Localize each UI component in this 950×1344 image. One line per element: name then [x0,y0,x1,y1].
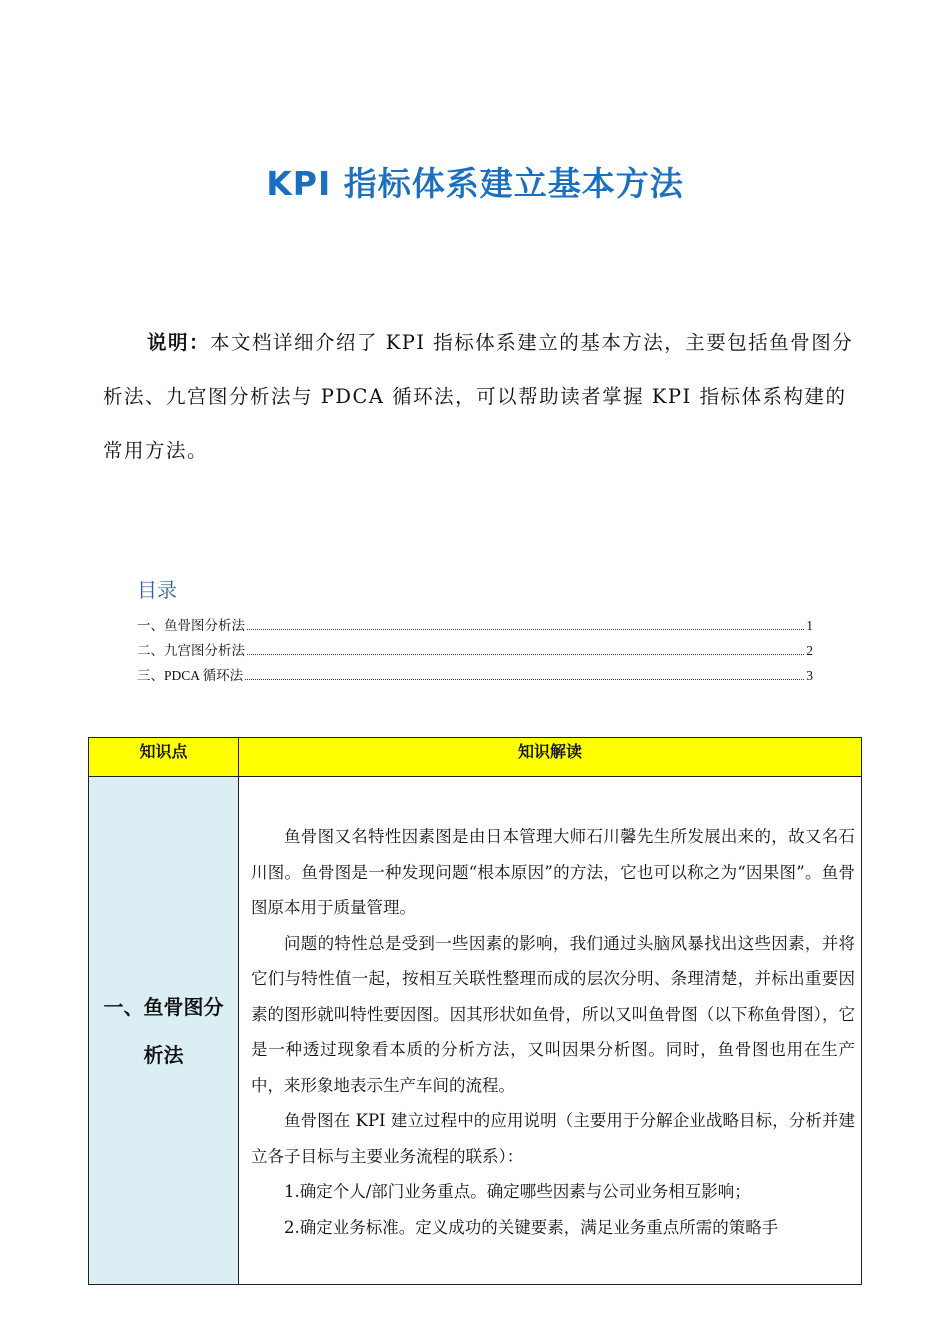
intro-text: 本文档详细介绍了 KPI 指标体系建立的基本方法，主要包括鱼骨图分析法、九宫图分析法与 PDCA 循环法，可以帮助读者掌握 KPI 指标体系构建的常用方法。 [103,331,854,462]
knowledge-table [88,737,862,1285]
toc-item-page: 2 [806,643,813,658]
paragraph: 鱼骨图在 KPI 建立过程中的应用说明（主要用于分解企业战略目标，分析并建立各子目标与主要业务流程的联系）： [251,1111,855,1166]
table-row [89,777,862,1285]
topic-cell [89,777,239,1285]
toc-item-label: 一、鱼骨图分析法 [137,618,245,633]
intro-label: 说明： [147,331,211,354]
paragraph: 1.确定个人/部门业务重点。确定哪些因素与公司业务相互影响； [284,1182,751,1201]
toc-item[interactable] [137,664,813,689]
toc-leader [247,654,804,655]
toc-leader [247,629,804,630]
toc-item[interactable] [137,614,813,639]
table-header-row [89,738,862,777]
header-explanation: 知识解读 [239,738,862,777]
header-topic: 知识点 [89,738,239,777]
toc-leader [245,679,804,680]
toc-item-label: 三、PDCA 循环法 [137,668,244,683]
paragraph: 问题的特性总是受到一些因素的影响，我们通过头脑风暴找出这些因素，并将它们与特性值一起，按相互关联性整理而成的层次分明、条理清楚，并标出重要因素的图形就叫特性要因图。因其形状如鱼骨，所以又叫鱼骨图（以下称鱼骨图），它是一种透过现象看本质的分析方法，又叫因果分析图。同时，鱼骨图也用在生产中，来形象地表示生产车间的流程。 [251,933,855,1095]
toc-heading: 目录 [137,578,177,602]
explanation-cell [239,777,862,1285]
toc-item-page: 1 [806,618,813,633]
intro-paragraph [103,316,863,478]
toc-item-label: 二、九宫图分析法 [137,643,245,658]
paragraph: 鱼骨图又名特性因素图是由日本管理大师石川馨先生所发展出来的，故又名石川图。鱼骨图是一种发现问题“根本原因”的方法，它也可以称之为“因果图”。鱼骨图原本用于质量管理。 [251,827,855,917]
paragraph: 2.确定业务标准。定义成功的关键要素，满足业务重点所需的策略手 [284,1217,779,1237]
toc-item[interactable] [137,639,813,664]
document-title: KPI 指标体系建立基本方法 [266,164,684,203]
toc-item-page: 3 [806,668,813,683]
topic-text: 一、鱼骨图分析法 [103,994,224,1067]
table-of-contents [137,614,813,689]
